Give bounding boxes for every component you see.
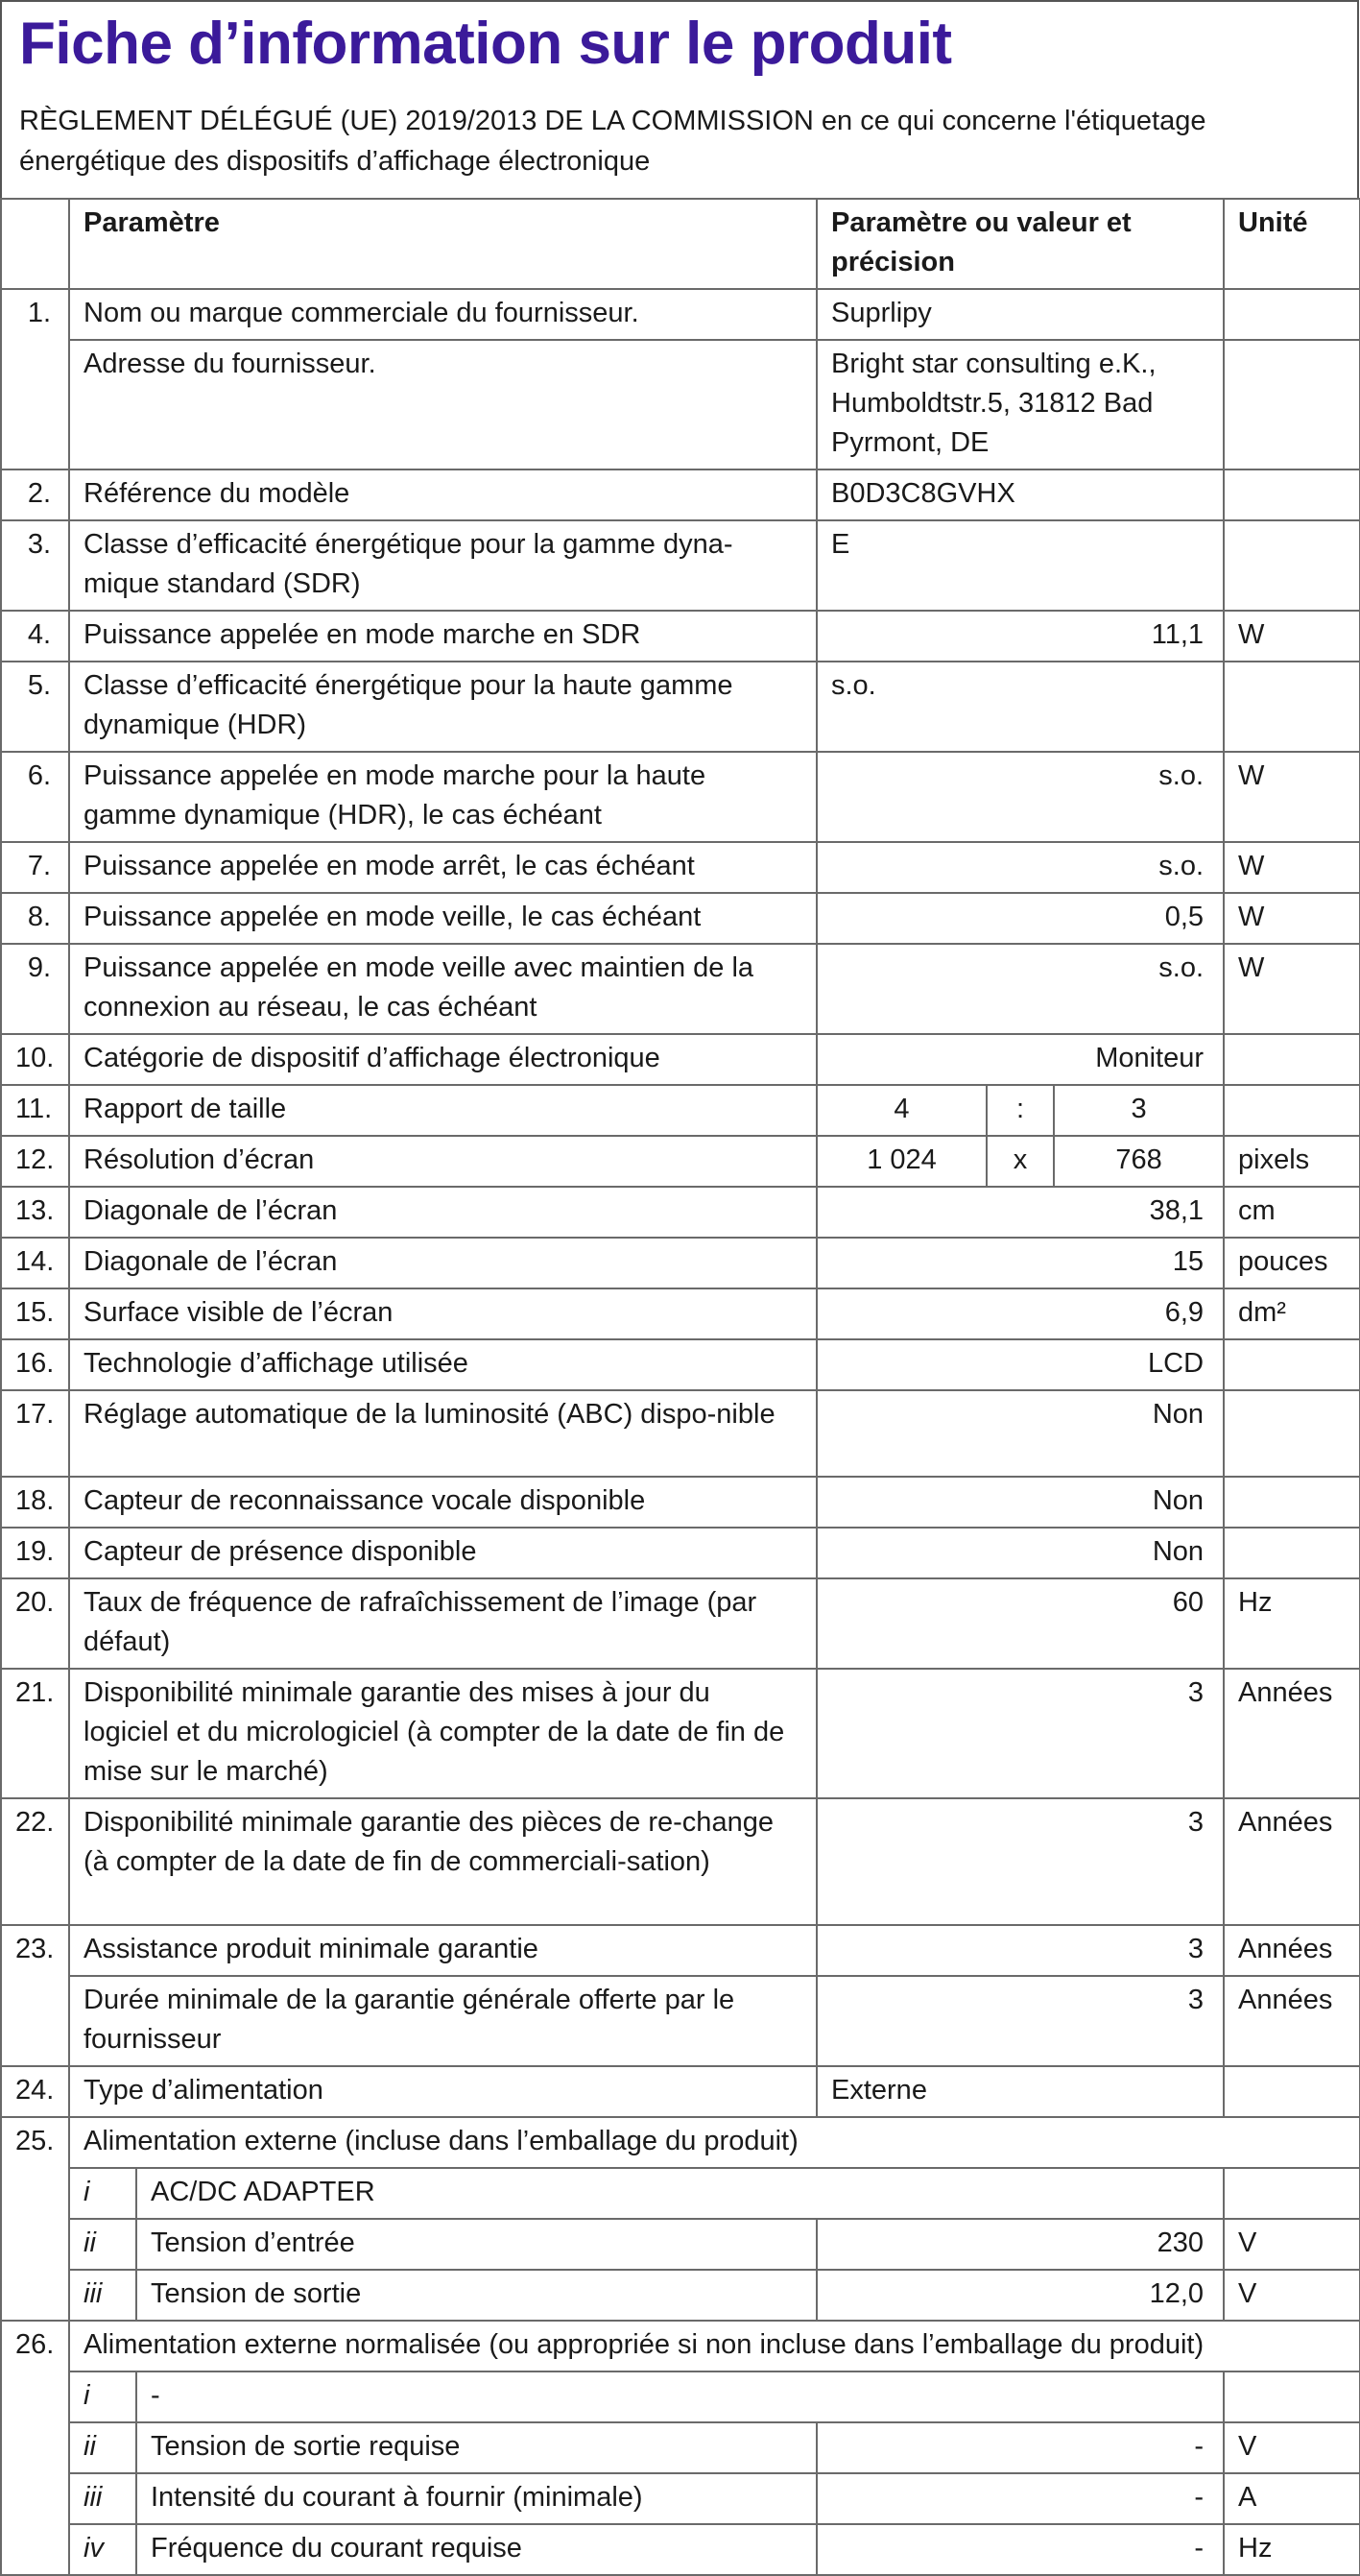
table-row (1, 944, 1360, 1034)
row-number: 3. (1, 520, 69, 611)
table-row (1, 1528, 1360, 1578)
table-row (1, 1925, 1360, 1976)
resolution-width: 1 024 (817, 1136, 987, 1187)
table-row (1, 469, 1360, 520)
row-unit (1224, 1390, 1360, 1477)
aspect-ratio-width: 4 (817, 1085, 987, 1136)
row-value: 0,5 (817, 893, 1224, 944)
table-header-valeur: Paramètre ou valeur et précision (817, 199, 1224, 289)
row-unit (1224, 1528, 1360, 1578)
aspect-ratio-height: 3 (1054, 1085, 1224, 1136)
row-label: Technologie d’affichage utilisée (69, 1339, 817, 1390)
row-unit: Hz (1224, 2524, 1360, 2575)
table-row (1, 2066, 1360, 2117)
row-label: Alimentation externe normalisée (ou appropriée si non incluse dans l’emballage du produit) (69, 2321, 1360, 2371)
table-row (1, 1390, 1360, 1477)
row-value: Non (817, 1390, 1224, 1477)
row-value: 6,9 (817, 1288, 1224, 1339)
row-unit (1224, 662, 1360, 752)
table-header-row (1, 199, 1360, 289)
row-label: Réglage automatique de la luminosité (ABC) dispo-nible (69, 1390, 817, 1477)
row-number: 13. (1, 1187, 69, 1238)
row-value: - (817, 2473, 1224, 2524)
row-label: Disponibilité minimale garantie des pièces de re-change (à compter de la date de fin de commerciali-sation) (69, 1798, 817, 1925)
row-label: Puissance appelée en mode veille, le cas échéant (69, 893, 817, 944)
row-unit: cm (1224, 1187, 1360, 1238)
row-label: Rapport de taille (69, 1085, 817, 1136)
row-unit (1224, 1339, 1360, 1390)
table-row (1, 1034, 1360, 1085)
row-unit: V (1224, 2219, 1360, 2270)
table-subrow (1, 2270, 1360, 2321)
page-title: Fiche d’information sur le produit (19, 11, 952, 77)
table-row (1, 1798, 1360, 1925)
table-row (1, 1976, 1360, 2066)
table-row (1, 1578, 1360, 1669)
row-value: 3 (817, 1669, 1224, 1798)
subrow-label: - (136, 2371, 1224, 2422)
row-number: 11. (1, 1085, 69, 1136)
parameters-table (0, 198, 1360, 2576)
table-row (1, 893, 1360, 944)
row-unit: Années (1224, 1925, 1360, 1976)
table-row (1, 1187, 1360, 1238)
row-label: Classe d’efficacité énergétique pour la gamme dyna-mique standard (SDR) (69, 520, 817, 611)
row-value: s.o. (817, 944, 1224, 1034)
row-number: 19. (1, 1528, 69, 1578)
table-subrow (1, 2422, 1360, 2473)
row-unit: V (1224, 2270, 1360, 2321)
row-unit: W (1224, 752, 1360, 842)
row-label: Puissance appelée en mode arrêt, le cas échéant (69, 842, 817, 893)
sheet-header (0, 0, 1359, 198)
row-number: 20. (1, 1578, 69, 1669)
row-number: 24. (1, 2066, 69, 2117)
row-unit (1224, 2371, 1360, 2422)
subrow-label: Tension de sortie (136, 2270, 817, 2321)
resolution-height: 768 (1054, 1136, 1224, 1187)
row-label: Puissance appelée en mode marche en SDR (69, 611, 817, 662)
row-label: Puissance appelée en mode marche pour la haute gamme dynamique (HDR), le cas échéant (69, 752, 817, 842)
table-row (1, 611, 1360, 662)
row-unit: Années (1224, 1669, 1360, 1798)
table-row (1, 842, 1360, 893)
row-unit (1224, 2066, 1360, 2117)
table-row (1, 1669, 1360, 1798)
row-label: Disponibilité minimale garantie des mises à jour du logiciel et du micrologiciel (à compter de la date de fin de mise sur le marché) (69, 1669, 817, 1798)
row-unit: A (1224, 2473, 1360, 2524)
row-value: 3 (817, 1798, 1224, 1925)
row-unit (1224, 340, 1360, 469)
row-number (1, 1976, 69, 2066)
subrow-roman: ii (69, 2422, 136, 2473)
row-value: Bright star consulting e.K., Humboldtstr.5, 31812 Bad Pyrmont, DE (817, 340, 1224, 469)
resolution-separator: x (987, 1136, 1054, 1187)
subrow-label: Tension d’entrée (136, 2219, 817, 2270)
subrow-label: Fréquence du courant requise (136, 2524, 817, 2575)
subrow-roman: iii (69, 2473, 136, 2524)
subrow-roman: i (69, 2168, 136, 2219)
row-unit: dm² (1224, 1288, 1360, 1339)
row-number: 6. (1, 752, 69, 842)
row-label: Durée minimale de la garantie générale offerte par le fournisseur (69, 1976, 817, 2066)
row-number: 4. (1, 611, 69, 662)
subrow-label: Tension de sortie requise (136, 2422, 817, 2473)
row-value: 15 (817, 1238, 1224, 1288)
table-header-num (1, 199, 69, 289)
row-value: Externe (817, 2066, 1224, 2117)
subrow-label: Intensité du courant à fournir (minimale) (136, 2473, 817, 2524)
row-unit (1224, 1477, 1360, 1528)
row-label: Capteur de reconnaissance vocale disponible (69, 1477, 817, 1528)
subrow-roman: ii (69, 2219, 136, 2270)
row-unit: pouces (1224, 1238, 1360, 1288)
row-value: - (817, 2422, 1224, 2473)
row-value: 38,1 (817, 1187, 1224, 1238)
row-unit (1224, 469, 1360, 520)
row-value: s.o. (817, 662, 1224, 752)
row-label: Résolution d’écran (69, 1136, 817, 1187)
row-number: 15. (1, 1288, 69, 1339)
table-subrow (1, 2371, 1360, 2422)
row-number: 18. (1, 1477, 69, 1528)
row-unit (1224, 520, 1360, 611)
row-number: 22. (1, 1798, 69, 1925)
row-number (1, 340, 69, 469)
row-unit: W (1224, 944, 1360, 1034)
row-unit (1224, 289, 1360, 340)
row-number: 8. (1, 893, 69, 944)
row-value: LCD (817, 1339, 1224, 1390)
table-subrow (1, 2473, 1360, 2524)
row-label: Nom ou marque commerciale du fournisseur. (69, 289, 817, 340)
row-value: 60 (817, 1578, 1224, 1669)
row-unit (1224, 2168, 1360, 2219)
table-row (1, 752, 1360, 842)
table-header-unite: Unité (1224, 199, 1360, 289)
row-value: 12,0 (817, 2270, 1224, 2321)
row-label: Catégorie de dispositif d’affichage électronique (69, 1034, 817, 1085)
table-row (1, 289, 1360, 340)
row-unit: W (1224, 611, 1360, 662)
table-row (1, 1288, 1360, 1339)
row-number: 9. (1, 944, 69, 1034)
row-unit: Années (1224, 1976, 1360, 2066)
row-label: Alimentation externe (incluse dans l’emballage du produit) (69, 2117, 1360, 2168)
row-number: 25. (1, 2117, 69, 2321)
aspect-ratio-separator: : (987, 1085, 1054, 1136)
row-unit: W (1224, 893, 1360, 944)
row-number: 1. (1, 289, 69, 340)
row-value: E (817, 520, 1224, 611)
row-label: Surface visible de l’écran (69, 1288, 817, 1339)
row-number: 23. (1, 1925, 69, 1976)
row-number: 14. (1, 1238, 69, 1288)
row-value: 11,1 (817, 611, 1224, 662)
row-label: Capteur de présence disponible (69, 1528, 817, 1578)
table-subrow (1, 2168, 1360, 2219)
row-number: 7. (1, 842, 69, 893)
row-unit: Hz (1224, 1578, 1360, 1669)
row-label: Taux de fréquence de rafraîchissement de l’image (par défaut) (69, 1578, 817, 1669)
table-header-parametre: Paramètre (69, 199, 817, 289)
table-row (1, 1339, 1360, 1390)
table-row (1, 520, 1360, 611)
row-label: Adresse du fournisseur. (69, 340, 817, 469)
row-label: Référence du modèle (69, 469, 817, 520)
table-row (1, 340, 1360, 469)
row-unit: pixels (1224, 1136, 1360, 1187)
table-row (1, 2321, 1360, 2371)
subrow-roman: i (69, 2371, 136, 2422)
row-number: 10. (1, 1034, 69, 1085)
row-unit (1224, 1034, 1360, 1085)
row-number: 5. (1, 662, 69, 752)
row-value: - (817, 2524, 1224, 2575)
row-label: Assistance produit minimale garantie (69, 1925, 817, 1976)
row-value: Non (817, 1477, 1224, 1528)
table-row (1, 662, 1360, 752)
row-label: Classe d’efficacité énergétique pour la haute gamme dynamique (HDR) (69, 662, 817, 752)
row-unit (1224, 1085, 1360, 1136)
table-row (1, 1477, 1360, 1528)
row-unit: V (1224, 2422, 1360, 2473)
row-value: B0D3C8GVHX (817, 469, 1224, 520)
row-number: 26. (1, 2321, 69, 2575)
row-label: Diagonale de l’écran (69, 1187, 817, 1238)
row-value: s.o. (817, 842, 1224, 893)
row-number: 21. (1, 1669, 69, 1798)
table-row (1, 1085, 1360, 1136)
table-subrow (1, 2524, 1360, 2575)
row-value: 3 (817, 1976, 1224, 2066)
regulation-subtitle: RÈGLEMENT DÉLÉGUÉ (UE) 2019/2013 DE LA COMMISSION en ce qui concerne l'étiquetage énergétique des dispositifs d’affichage électronique (19, 106, 1206, 177)
row-label: Type d’alimentation (69, 2066, 817, 2117)
row-value: Non (817, 1528, 1224, 1578)
table-row (1, 2117, 1360, 2168)
row-label: Diagonale de l’écran (69, 1238, 817, 1288)
row-number: 2. (1, 469, 69, 520)
table-row (1, 1238, 1360, 1288)
row-value: s.o. (817, 752, 1224, 842)
subrow-label: AC/DC ADAPTER (136, 2168, 1224, 2219)
row-number: 17. (1, 1390, 69, 1477)
row-unit: W (1224, 842, 1360, 893)
table-subrow (1, 2219, 1360, 2270)
subrow-roman: iv (69, 2524, 136, 2575)
row-value: 230 (817, 2219, 1224, 2270)
subrow-roman: iii (69, 2270, 136, 2321)
row-value: Moniteur (817, 1034, 1224, 1085)
row-label: Puissance appelée en mode veille avec maintien de la connexion au réseau, le cas échéant (69, 944, 817, 1034)
table-row (1, 1136, 1360, 1187)
row-value: Suprlipy (817, 289, 1224, 340)
row-number: 12. (1, 1136, 69, 1187)
row-number: 16. (1, 1339, 69, 1390)
row-value: 3 (817, 1925, 1224, 1976)
row-unit: Années (1224, 1798, 1360, 1925)
